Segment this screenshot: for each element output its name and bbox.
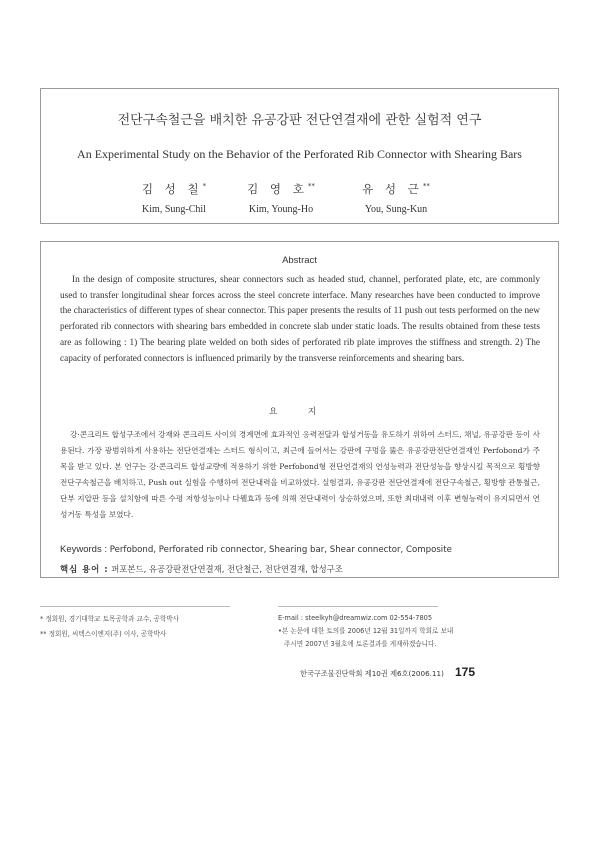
abstract-box <box>40 241 559 578</box>
abstract-heading: Abstract <box>282 255 317 266</box>
footnote-rule-left <box>40 606 230 607</box>
author-3-mark: ** <box>422 182 430 191</box>
keywords-korean-label: 핵심 용어 : <box>60 564 109 574</box>
page-number: 175 <box>455 665 476 679</box>
keywords-label: Keywords : <box>60 544 107 555</box>
footnote-email: E-mail : steelkyh@dreamwiz.com 02-554-7805 <box>278 614 433 622</box>
keywords-korean <box>60 563 550 575</box>
footnote-author-1: * 정회원, 경기대학교 토목공학과 교수, 공학박사 <box>40 615 179 623</box>
keywords-english <box>60 544 550 555</box>
journal-citation: 한국구조물진단학회 제10권 제6호(2006.11) <box>300 669 444 678</box>
keywords-korean-values: 퍼포본드, 유공강판전단연결재, 전단철근, 전단연결재, 합성구조 <box>111 564 343 574</box>
author-1-name-english: Kim, Sung-Chil <box>142 204 206 215</box>
footnote-discussion-2: 주시면 2007년 3월호에 토론결과를 게재하겠습니다. <box>284 640 437 648</box>
author-3 <box>336 181 456 215</box>
keywords-values: Perfobond, Perforated rib connector, Shearing bar, Shear connector, Composite <box>109 545 452 555</box>
title-box <box>40 88 559 224</box>
author-1 <box>114 181 234 215</box>
author-2 <box>221 181 341 215</box>
footnote-discussion-1: •본 논문에 대한 토의를 2006년 12월 31일까지 학회로 보내 <box>278 627 454 635</box>
abstract-body: In the design of composite structures, shear connectors such as headed stud, channel, perforated plate, etc, are commonly used to transfer longitudinal shear forces across the steel concrete interface. Many researches have been conducted to improve the characteristics of different types of shear connector. This paper presents the results of 11 push out tests performed on the new perforated rib connectors with shearing bars embedded in concrete slab under static loads. The results obtained from these tests are as following : 1) The bearing plate welded on both sides of perforated rib plate improves the stiffness and strength. 2) The capacity of perforated connectors is influenced primarily by the transverse reinforcements and shearing bars. <box>60 275 540 364</box>
footnote-rule-right <box>278 606 438 607</box>
author-2-name-english: Kim, Young-Ho <box>248 204 314 215</box>
author-3-name-korean: 유 성 근 <box>362 182 423 196</box>
author-3-name-english: You, Sung-Kun <box>364 204 428 215</box>
author-2-mark: ** <box>307 182 315 191</box>
paper-title-korean: 전단구속철근을 배치한 유공강판 전단연결재에 관한 실험적 연구 <box>117 113 482 128</box>
author-2-name-korean: 김 영 호 <box>247 182 308 196</box>
korean-summary-body: 강·콘크리트 합성구조에서 강재와 콘크리트 사이의 경계면에 효과적인 응력전달과 합성거동을 유도하기 위하여 스터드, 채널, 유공강판 등이 사용된다. 가장 광범위하게 사용하는 전단연결재는 스터드 형식이고, 최근에 들어서는 강판에 구멍을 뚫은 유공강판전단연결재인 Perfobond가 주목을 받고 있다. 본 연구는 강·콘크리트 합성교량에 적용하기 위한 Perfobond형 전단연결재의 연성능력과 전단성능을 향상시킬 목적으로 횡방향 전단구속철근을 배치하고, Push out 실험을 수행하여 전단내력을 비교하였다. 실험결과, 유공강판 전단연결재에 전단구속철근, 횡방향 관통철근, 단부 지압판 등을 설치함에 따른 수평 저항성능이나 다웰효과 등에 의해 전단내력이 상승하였으며, 또한 최대내력 이후 변형능력이 유지되면서 연성거동 특성을 보였다. <box>60 430 540 519</box>
contact-footnotes <box>278 612 453 651</box>
author-1-mark: * <box>202 182 207 191</box>
korean-summary-heading: 요 지 <box>268 407 331 417</box>
footnote-author-2: ** 정회원, 씨텍스이엔지(주) 이사, 공학박사 <box>40 630 167 638</box>
affiliation-footnotes <box>40 612 179 642</box>
paper-title-english: An Experimental Study on the Behavior of the Perforated Rib Connector with Shearing Bars <box>77 147 522 161</box>
author-1-name-korean: 김 성 칠 <box>141 182 203 196</box>
